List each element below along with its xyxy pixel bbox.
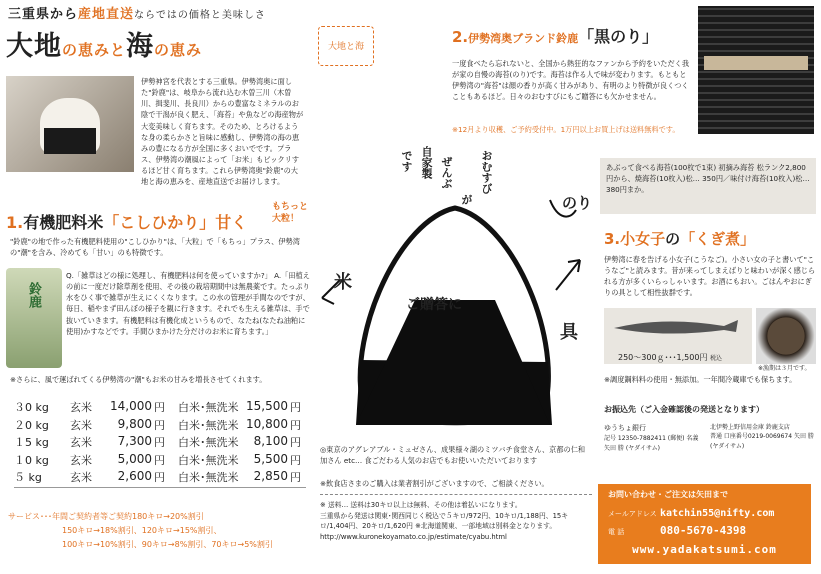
price-a: 5,000 <box>117 451 152 466</box>
section1-lead: "鈴鹿"の地で作った有機肥料使用の"こしひかり"は、「大粒」で「もちっ」プラス、伊勢湾の"潮"を含み、冷めても「甘い」のも特徴です。 <box>10 237 300 258</box>
price-unit-b: 円 <box>290 453 301 467</box>
service-line3: 100キロ→10%割引、90キロ→8%割引、70キロ→5%割引 <box>62 540 273 549</box>
section2-title <box>452 24 658 47</box>
price-a-label: 玄米 <box>70 471 92 484</box>
website-link[interactable]: www.yadakatsumi.com <box>632 543 777 556</box>
price-unit-b: 円 <box>290 401 301 414</box>
slogan-2: ぜんぶ <box>440 156 453 189</box>
s3-price-note: 税込 <box>710 355 723 362</box>
price-unit-a: 円 <box>154 471 165 484</box>
s2-title-b: 鈴鹿 <box>556 32 579 45</box>
price-b-label: 白米･無洗米 <box>178 401 239 414</box>
rice-bag-photo <box>6 268 62 368</box>
price-b: 15,500 <box>246 399 288 413</box>
rice-bag-label: 鈴鹿 <box>26 282 41 308</box>
price-weight: １5 kg <box>14 436 49 449</box>
title-b: の恵みと <box>62 41 127 59</box>
price-unit-a: 円 <box>154 453 165 467</box>
nori-photo <box>698 6 814 134</box>
s1-title-a: 有機肥料米 <box>23 213 104 232</box>
price-unit-a: 円 <box>154 401 165 414</box>
kounago-fish-icon <box>604 308 752 348</box>
label-nori: のり <box>562 194 593 212</box>
price-unit-a: 円 <box>154 436 165 449</box>
price-a-label: 玄米 <box>70 436 92 449</box>
shipping-info <box>320 500 592 542</box>
price-unit-b: 円 <box>290 436 301 449</box>
s2-title-c: 「黒のり」 <box>578 27 659 46</box>
price-b-label: 白米･無洗米 <box>178 418 239 432</box>
price-a: 14,000 <box>110 399 152 413</box>
contact-title: お問い合わせ・ご注文は矢田まで <box>608 490 728 499</box>
tagline-b: 産地直送 <box>78 7 135 22</box>
header-tagline <box>8 3 266 22</box>
section3-text: 伊勢湾に春を告げる小女子(こうなご)。小さい女の子と書いて"こうなご"と読みます。昔が来ってしまえばりと味わいが深く感じられる方が多くいらっしゃいます。お酒にもおい。ごはんやおにぎりの具として相性抜群です。 <box>604 255 816 298</box>
s3-title-c: 「くぎ煮」 <box>680 230 756 248</box>
slogan-0: おむすび <box>480 150 493 194</box>
onigiri-slogan <box>398 146 494 205</box>
slogan-1: が <box>460 194 473 205</box>
s2-price-text: あぶって食べる海苔(100枚で1束) 初摘み海苔 松ランク2,800円から、焼海苔(10枚入)松… 350円／味付け海苔(10枚入)松… 380円まか。 <box>606 163 810 195</box>
payment-info <box>604 404 816 453</box>
s1-title-c: 甘く <box>215 213 248 232</box>
section2-price-box <box>600 158 816 214</box>
tagline-a: 三重県から <box>8 7 79 22</box>
price-unit-b: 円 <box>290 471 301 484</box>
tel-label: 電 話 <box>608 528 625 536</box>
ship-url: http://www.kuronekoyamato.co.jp/estimate/cyabu.html <box>320 532 507 541</box>
phone-link[interactable]: 080-5670-4398 <box>660 524 747 537</box>
s1-title-b: 「こしひかり」 <box>103 213 216 232</box>
header-stamp <box>318 26 374 66</box>
s3-num: 3. <box>604 230 621 248</box>
section1-title <box>6 210 247 233</box>
price-weight: ３0 kg <box>14 401 49 414</box>
price-unit-b: 円 <box>290 418 301 432</box>
price-a: 7,300 <box>117 434 152 448</box>
s3-price: 250～300ｇ･･･1,500円 <box>618 353 708 362</box>
slogan-3: 自家製 <box>420 146 433 179</box>
label-rice: 米 <box>334 272 352 293</box>
price-b: 8,100 <box>253 434 288 448</box>
price-a: 2,600 <box>117 469 152 483</box>
stamp-text: 大地と海 <box>327 42 364 52</box>
ship-line1: ※ 送料… 送料は30キロ以上は無料、その他は着払いになります。 <box>320 501 522 509</box>
price-b-label: 白米･無洗米 <box>178 453 239 467</box>
service-discounts <box>8 510 308 552</box>
price-b: 10,800 <box>246 416 288 431</box>
slogan-4: です <box>400 150 413 172</box>
section2-note: ※12月より収穫、ご予約受付中。1万円以上お買上げは送料無料です。 <box>452 125 680 134</box>
title-a: 大地 <box>6 31 62 62</box>
mail-label: メールアドレス <box>608 510 657 518</box>
section3-footnote: ※調度鋼料料の使用・無添加。一年間冷蔵庫でも保ちます。 <box>604 375 797 384</box>
section1-qa: Q.「雑草はどの様に処理し、有機肥料は何を使っていますか?」 A.「田植えの前に一度だけ除草剤を使用、その後の栽培期間中は無農薬です。たっぷり水をひく事で雑草が生えにくくなります。この水の管理が手間なのですが、毎日、稲やまず田んぼの様子を観に行きます。それでも生える雑草は、手で抜いていきます。有機肥料は有機化成というもので、なたね(なたね油粕に使用)かすなどです。手間ひまかけた分だけのお米に育ちます。」 <box>66 271 310 336</box>
price-weight: １0 kg <box>14 453 49 467</box>
price-table-bottom-rule <box>14 487 306 488</box>
section2-text: 一度食べたら忘れないと、全国から熱狂的なファンから予約をいただく我が家の自慢の海苔(のり)です。海苔は作る人で味が変わります。もともと伊勢湾の"海苔"は顔の香りが高く甘みがあり、有明のより特徴が良くつくこともあるほど。日々のおむすびにもご贈答にも欠かせません。 <box>452 59 690 102</box>
price-b: 5,500 <box>253 451 288 466</box>
price-a-label: 玄米 <box>70 453 92 467</box>
service-line1: サービス･･･年間ご契約者等ご契約180キロ→20%割引 <box>8 512 204 521</box>
section3-photo-note: ※漁期は３月です。 <box>758 365 811 372</box>
price-weight: ５ kg <box>14 471 42 484</box>
center-caption2: ※飲食店さまのご購入は業者割引がございますので、ご相談ください。 <box>320 479 549 488</box>
bank1-name: ゆうちょ銀行 <box>604 423 646 432</box>
payment-title: お振込先（ご入金確認後の発送となります） <box>604 405 764 414</box>
price-weight: ２0 kg <box>14 418 49 432</box>
s2-num: 2. <box>452 28 469 46</box>
section1-note <box>272 202 308 225</box>
s2-title-a: 伊勢湾奥ブランド <box>468 32 557 45</box>
price-b-label: 白米･無洗米 <box>178 436 239 449</box>
price-row <box>14 469 304 485</box>
page-title <box>6 24 202 63</box>
title-d: の恵み <box>154 41 203 59</box>
price-a-label: 玄米 <box>70 401 92 414</box>
ship-line2: 三重県から発送は関東･関西同じく税込で５キロ/972円、10キロ/1,188円、15キロ/1,404円、20キロ/1,620円 ※北海道関東、一部地域は別料金となります。 <box>320 511 569 531</box>
s1-num: 1. <box>6 213 24 232</box>
bank1-detail: 記号 12350-7882411 (郵便) 名義 矢田 勝 (ヤダイサム) <box>604 434 699 452</box>
title-c: 海 <box>126 31 155 62</box>
price-row <box>14 452 304 468</box>
label-gift: ご贈答に <box>406 297 462 313</box>
section1-footnote: ※さらに、風で運ばれてくる伊勢湾の"潮"もお米の甘みを増長させてくれます。 <box>10 375 267 384</box>
price-row <box>14 434 304 450</box>
tagline-c: ならではの価格と美味しさ <box>134 10 266 21</box>
service-line2: 150キロ→18%割引、120キロ→15%割引、 <box>62 526 222 535</box>
price-b-label: 白米･無洗米 <box>178 471 239 484</box>
center-rule <box>320 494 592 495</box>
price-row <box>14 399 304 415</box>
s1-note-a: もちっと <box>272 202 309 212</box>
price-b: 2,850 <box>253 469 288 483</box>
kugini-photo <box>756 308 816 364</box>
bank2-detail: 普通 口座番号0219-0069674 矢田 勝 (ヤダイサム) <box>710 433 814 450</box>
price-unit-a: 円 <box>154 418 165 432</box>
label-gu: 具 <box>560 322 578 343</box>
price-a: 9,800 <box>117 416 152 431</box>
intro-text: 伊勢神宮を代表とする三重県。伊勢湾奥に面した"鈴鹿"は、岐阜から流れ込む木曽三川（木曽川、揖斐川、長良川）からの豊富なミネラルのお陰で干潟が良く肥え、「海苔」や魚などの海産物が大変美味しく育ちます。そのため、とろけるような身の柔らかさと旨味に感動し、伊勢湾の海の恵みの豊になる方が全国に多くおいでです。プラス、伊勢湾の潮風によって「お米」もビックリするほど甘く育ちます。これら伊勢湾奥"鈴鹿"の大地と海の恵みを、産地直送でお届けします。 <box>141 77 304 187</box>
price-row <box>14 417 304 433</box>
section3-title <box>604 228 755 249</box>
email-link[interactable]: katchin55@nifty.com <box>660 508 775 519</box>
bank2-name: 北伊勢上野信用金庫 鈴鹿支店 <box>710 423 790 431</box>
s3-title-b: の <box>665 230 681 248</box>
onigiri-photo <box>6 76 134 172</box>
center-caption: ◎東京のアグレアブル・ミュゼさん、成果様々湖のミツバチ食堂さん、京都の仁和加さん etc… 食ごだわる人気のお店でもお使いいただいております <box>320 445 586 466</box>
price-a-label: 玄米 <box>70 418 92 432</box>
contact-box <box>598 484 811 564</box>
s1-note-b: 大粒！ <box>272 213 300 224</box>
section3-price-box <box>604 308 752 364</box>
s3-title-a: 小女子 <box>620 230 666 248</box>
